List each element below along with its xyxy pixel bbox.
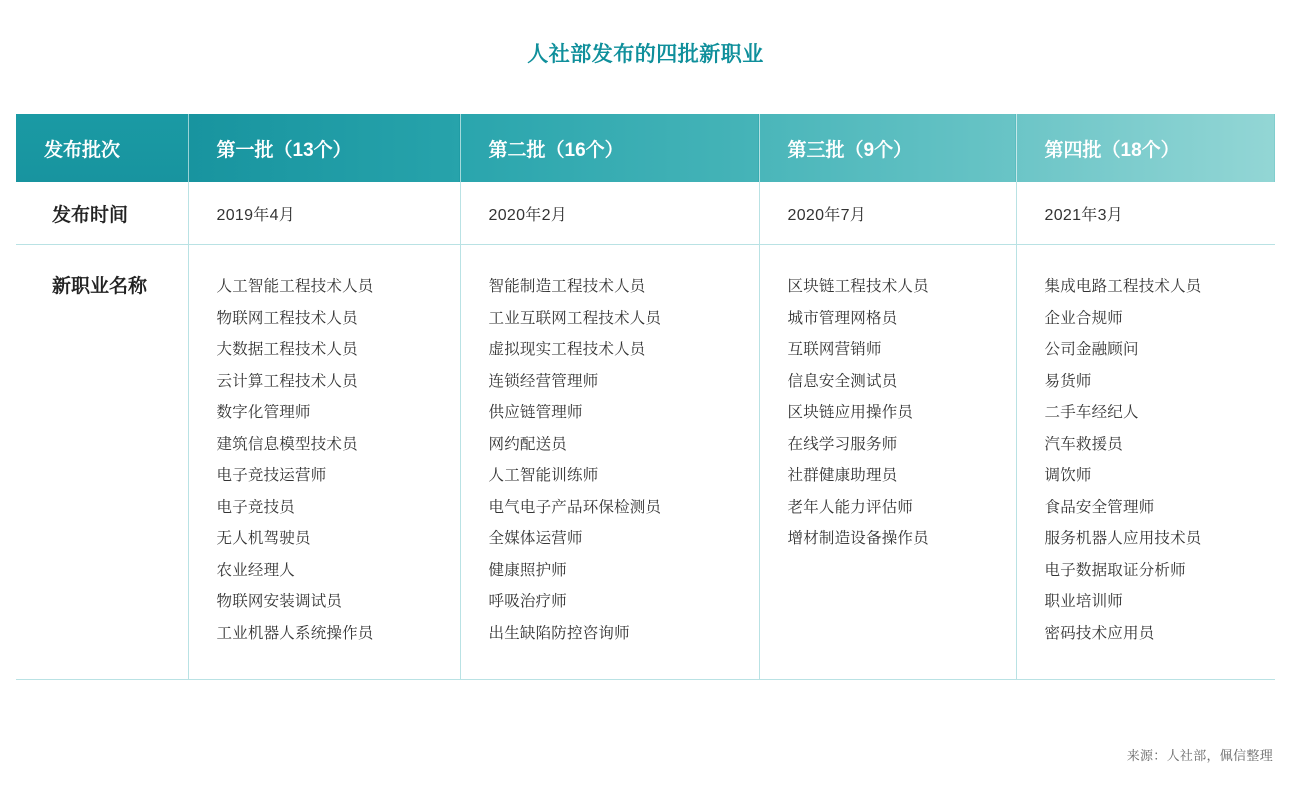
list-item: 出生缺陷防控咨询师: [488, 624, 630, 642]
list-item: 老年人能力评估师: [787, 498, 914, 516]
list-item: 物联网工程技术人员: [216, 309, 358, 327]
list-item: 职业培训师: [1044, 593, 1124, 610]
list-item: 大数据工程技术人员: [216, 341, 358, 358]
table-body: [16, 182, 1275, 680]
occupations-batch-4: [1016, 245, 1275, 680]
list-item: 人工智能工程技术人员: [216, 278, 374, 295]
table-header-row: [16, 114, 1275, 182]
list-item: 工业机器人系统操作员: [216, 624, 374, 642]
list-item: 二手车经纪人: [1044, 404, 1139, 421]
header-batch-4: 第四批（18个）: [1016, 114, 1275, 182]
row-label-release-date: 发布时间: [16, 182, 188, 245]
occupations-batch-2: [460, 245, 759, 680]
occupations-batch-3: [759, 245, 1016, 680]
list-item: 智能制造工程技术人员: [488, 278, 646, 295]
table-row: [16, 182, 1275, 245]
table-header: [16, 114, 1275, 182]
occupation-list: [788, 271, 1002, 555]
list-item: 工业互联网工程技术人员: [488, 309, 662, 327]
list-item: 网约配送员: [488, 435, 568, 453]
list-item: 增材制造设备操作员: [787, 530, 929, 547]
header-batch-2: 第二批（16个）: [460, 114, 759, 182]
row-label-occupation-names: 新职业名称: [16, 245, 188, 680]
list-item: 密码技术应用员: [1044, 624, 1155, 642]
list-item: 健康照护师: [488, 561, 568, 579]
occupation-list: [1045, 271, 1262, 649]
list-item: 城市管理网格员: [787, 309, 898, 327]
new-occupations-table: [16, 114, 1275, 680]
list-item: 区块链工程技术人员: [787, 278, 929, 295]
list-item: 物联网安装调试员: [216, 593, 343, 610]
list-item: 在线学习服务师: [787, 435, 898, 453]
release-date-batch-4: 2021年3月: [1016, 182, 1275, 245]
list-item: 互联网营销师: [787, 341, 882, 358]
list-item: 集成电路工程技术人员: [1044, 278, 1202, 295]
release-date-batch-2: 2020年2月: [460, 182, 759, 245]
header-batch-1: 第一批（13个）: [188, 114, 460, 182]
list-item: 服务机器人应用技术员: [1044, 530, 1202, 547]
list-item: 全媒体运营师: [488, 530, 583, 547]
header-batch-label: 发布批次: [16, 114, 188, 182]
list-item: 数字化管理师: [216, 404, 311, 421]
new-occupations-table-wrapper: [16, 114, 1275, 680]
list-item: 公司金融顾问: [1044, 341, 1139, 358]
list-item: 农业经理人: [216, 561, 296, 579]
list-item: 人工智能训练师: [488, 467, 599, 484]
list-item: 食品安全管理师: [1044, 498, 1155, 516]
header-batch-3: 第三批（9个）: [759, 114, 1016, 182]
occupations-batch-1: [188, 245, 460, 680]
list-item: 云计算工程技术人员: [216, 372, 358, 390]
occupation-list: [489, 271, 745, 649]
list-item: 区块链应用操作员: [787, 404, 914, 421]
list-item: 电子竞技员: [216, 498, 296, 516]
list-item: 调饮师: [1044, 467, 1092, 484]
occupation-list: [217, 271, 446, 649]
table-row: [16, 245, 1275, 680]
release-date-batch-3: 2020年7月: [759, 182, 1016, 245]
list-item: 建筑信息模型技术员: [216, 435, 358, 453]
list-item: 信息安全测试员: [787, 372, 898, 390]
list-item: 社群健康助理员: [787, 467, 898, 484]
list-item: 电子竞技运营师: [216, 467, 327, 484]
list-item: 虚拟现实工程技术人员: [488, 341, 646, 358]
list-item: 电子数据取证分析师: [1044, 561, 1186, 579]
page-title: 人社部发布的四批新职业: [527, 43, 764, 66]
list-item: 供应链管理师: [488, 404, 583, 421]
list-item: 连锁经营管理师: [488, 372, 599, 390]
list-item: 无人机驾驶员: [216, 530, 311, 547]
list-item: 汽车救援员: [1044, 435, 1124, 453]
list-item: 易货师: [1044, 372, 1092, 390]
list-item: 呼吸治疗师: [488, 593, 568, 610]
list-item: 电气电子产品环保检测员: [488, 498, 662, 516]
release-date-batch-1: 2019年4月: [188, 182, 460, 245]
list-item: 企业合规师: [1044, 309, 1124, 327]
source-note: 来源：人社部，佩信整理: [1126, 748, 1273, 763]
